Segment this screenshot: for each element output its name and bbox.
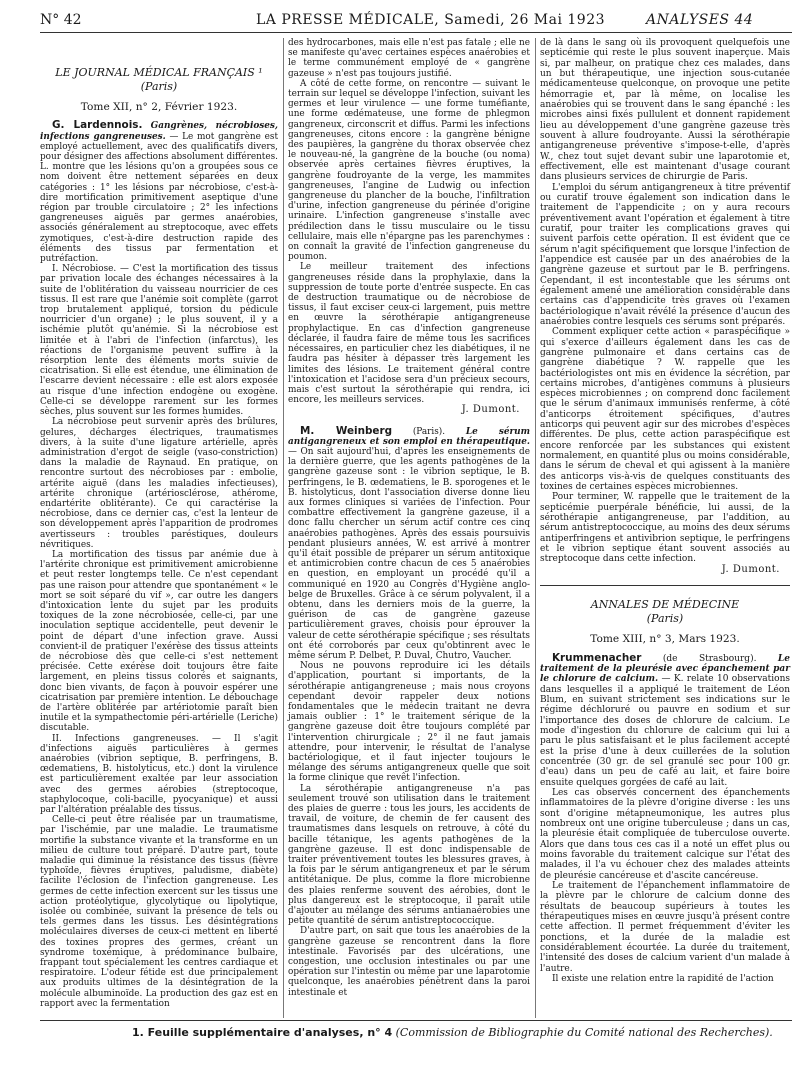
article-paragraph: Le traitement de l'épanchement inflammatoire de la plèvre par le chlorure de calcium donne des résultats de beaucoup supérieurs à toutes les thérapeutiques mises en œuvre jusqu'à présent contre cette affection. Il permet fréquemment d'éviter les ponctions, et la durée de la maladie est considérablement écourtée. La durée du traitement, l'intensité des doses de calcium varient d'un malade à l'autre.	[540, 880, 790, 974]
article-paragraph: Comment expliquer cette action « paraspécifique » qui s'exerce d'ailleurs également dans les cas de gangrène pulmonaire et dans certains cas de gangrène diabétique ? W. rappelle que les bactériologistes ont mis en évidence la sécrétion, par certains microbes, d'antigènes communs à plusieurs espèces microbiennes ; on comprend donc facilement que le sérum d'animaux immunisés renferme, à côté d'anticorps étroitement spécifiques, d'autres anticorps qui peuvent agir sur des microbes d'espèces différentes. De plus, cette action paraspécifique est encore renforcée par les substances qui existent normalement, en quantité plus ou moins considérable, dans le sérum de cheval et qui agissent à la manière des anticorps vis-à-vis de quelques constituants des toxines de certaines espèces microbiennes.	[540, 327, 790, 493]
column-1	[40, 38, 278, 1009]
article-paragraph: I. Nécrobiose. — C'est la mortification des tissus par privation locale des échanges nécessaires à la suite de l'oblitération du vaisseau nourricier de ces tissus. Il est rare que l'anémie soit complète (garrot trop brutalement appliqué, torsion du pédicule nourricier d'un organe) ; le plus souvent, il y a ischémie plutôt qu'anémie. Si la nécrobiose est limitée et à l'abri de l'infection (infarctus), les réactions de l'organisme peuvent suffire à la résorption lente des éléments morts suivie de cicatrisation. Si elle est étendue, une élimination de l'escarre devient nécessaire : elle est alors exposée au risque d'une infection endogène ou exogène. Celle-ci se développe rarement sur les formes sèches, plus souvent sur les formes humides.	[40, 264, 278, 418]
article-paragraph: des hydrocarbones, mais elle n'est pas fatale ; elle ne se manifeste qu'avec certaines espèces anaérobies et le terme communément employé de « gangrène gazeuse » n'est pas toujours justifié.	[288, 38, 530, 79]
header-rule	[40, 32, 792, 33]
article-paragraph: Il existe une relation entre la rapidité de l'action	[552, 973, 774, 984]
article-text: — K. relate 10 observations dans lesquelles il a appliqué le traitement de Léon Blum, en suivant strictement ses indications sur le régime déchloruré ou pauvre en sodium et sur l'importance des doses de chlorure de calcium. Le mode d'ingestion du chlorure de calcium qui lui a paru le plus satisfaisant et le plus facilement accepté est la prise d'une à deux cuillerées de la solution concentrée (30 gr. de sel granulé sec pour 100 gr. d'eau) dans un peu de café au lait, et faire boire ensuite quelques gorgées de café au lait.	[540, 674, 790, 788]
section-separator	[540, 585, 790, 586]
column-2	[288, 38, 530, 998]
journal-title: LA PRESSE MÉDICALE, Samedi, 26 Mai 1923	[256, 12, 606, 28]
article-title: Gangrènes, nécrobioses, infections gangreneuses.	[40, 121, 278, 142]
journal-section-title: LE JOURNAL MÉDICAL FRANÇAIS ¹	[55, 66, 263, 79]
article-title: Le sérum antigangreneux et son emploi en thérapeutique.	[288, 426, 530, 447]
article-paragraph: D'autre part, on sait que tous les anaérobies de la gangrène gazeuse se rencontrent dans la flore intestinale. Favorisés par des ulcérations, une congestion, une occlusion intestinales ou par une opération sur l'intestin ou même par une laparotomie quelconque, les anaérobies pénètrent dans la paroi intestinale et	[288, 926, 530, 998]
article-lead	[288, 426, 530, 662]
article-paragraph: Nous ne pouvons reproduire ici les détails d'application, pourtant si importants, de la sérothérapie antigangreneuse ; mais nous croyons cependant devoir rappeler deux notions fondamentales que le médecin traitant ne devra jamais oublier : 1° le traitement sérique de la gangrène gazeuse doit être toujours complété par l'intervention chirurgicale ; 2° il ne faut jamais attendre, pour intervenir, le résultat de l'analyse bactériologique, et il faut injecter toujours le mélange des sérums antigangreneux quelle que soit la forme clinique que revêt l'infection.	[288, 661, 530, 784]
tome-line: Tome XIII, n° 3, Mars 1923.	[590, 633, 740, 646]
article-paragraph: A côté de cette forme, on rencontre — suivant le terrain sur lequel se développe l'infection, suivant les germes et leur virulence — une forme tuméfiante, une forme œdémateuse, une forme de phlegmon gangreneux, circonscrit et diffus. Parmi les infections gangreneuses, citons encore : la gangrène bénigne des paupières, la gangrène du thorax observée chez le nouveau-né, la gangrène de la bouche (ou noma) observée après certaines fièvres éruptives, la gangrène foudroyante de la verge, les mammites gangreneuses, l'angine de Ludwig ou infection gangreneuse du plancher de la bouche, l'infiltration d'urine, infection gangreneuse du périnée d'origine urinaire. L'infection gangreneuse s'installe avec prédilection dans le tissu musculaire ou le tissu cellulaire, mais elle n'épargne pas les parenchymes : on connaît la gravité de l'infection gangreneuse du poumon.	[288, 78, 530, 263]
issue-number: N° 42	[40, 12, 82, 28]
article-paragraph: La sérothérapie antigangreneuse n'a pas seulement trouvé son utilisation dans le traitement des plaies de guerre : tous les jours, les accidents de travail, de voiture, de chemin de fer causent des traumatismes dans lesquels on retrouve, à côté du bacille tétanique, les agents pathogènes de la gangrène gazeuse. Il est donc indispensable de traiter préventivement toutes les blessures graves, à la fois par le sérum antigangreneux et par le sérum antitétanique. De plus, comme la flore microbienne des plaies renferme souvent des aérobies, dont le plus dangereux est le streptocoque, il paraît utile d'ajouter au mélange des sérums antianaérobies une petite quantité de sérum antistreptococcique.	[288, 783, 530, 927]
article-text: — On sait aujourd'hui, d'après les enseignements de la dernière guerre, que les agents pathogènes de la gangrène gazeuse sont : le vibrion septique, le B. perfringens, le B. œdematiens, le B. sporogenes et le B. histolyticus, dont l'association diverse donne lieu aux formes cliniques si variées de l'infection. Pour combattre effectivement la gangrène gazeuse, il a donc fallu chercher un sérum actif contre ces cinq anaérobies pathogènes. Après des essais poursuivis pendant plusieurs années, W. est arrivé à montrer qu'il était possible de préparer un sérum antitoxique et antimicrobien contre chacun de ces 5 anaérobies en question, en employant un procédé qu'il a communiqué en 1920 au Congrès d'Hygiène anglo-belge de Bruxelles. Grâce à ce sérum polyvalent, il a obtenu, dans les derniers mois de la guerre, la guérison de cas de gangrène gazeuse particulièrement graves, choisis pour éprouver la valeur de cette sérothérapie spécifique ; ses résultats ont été corroborés par ceux qu'obtinrent avec le même sérum P. Delbet, P. Duval, Chutro, Vaucher.	[288, 446, 530, 661]
journal-section-title: ANNALES DE MÉDECINE	[590, 598, 740, 612]
footer-rule	[40, 1020, 792, 1021]
article-author-city: (de Strasbourg).	[662, 653, 757, 664]
article-paragraph: Pour terminer, W. rappelle que le traitement de la septicémie puerpérale bénéficie, lui aussi, de la sérothérapie antigangreneuse, par l'addition, au sérum antistreptococcique, au moins des deux sérums antiperfringens et antivibrion septique, le perfringens et le vibrion septique étant souvent associés au streptocoque dans cette infection.	[540, 492, 790, 565]
article-paragraph: Celle-ci peut être réalisée par un traumatisme, par l'ischémie, par une maladie. Le traumatisme mortifie la substance vivante et la transforme en un milieu de culture tout préparé. D'autre part, toute maladie qui diminue la résistance des tissus (fièvre typhoïde, fièvres éruptives, paludisme, diabète) facilite l'éclosion de l'infection gangreneuse. Les germes de cette infection exercent sur les tissus une action protéolytique, glycolytique ou lipolytique, isolée ou combinée, suivant la présence de tels ou tels germes dans les tissus. Les désintégrations moléculaires diverses de ceux-ci mettent en liberté des toxines propres des germes, créant un syndrome toxémique, à prédominance bulbaire, frappant tout spécialement les centres cardiaque et respiratoire. L'odeur fétide est due principalement aux produits ultimes de la désintégration de la molécule albuminoïde. La production des gaz est en rapport avec la fermentation	[40, 815, 278, 1009]
footnote-source: (Commission de Bibliographie du Comité national des Recherches).	[395, 1026, 773, 1039]
column-divider	[535, 38, 536, 1018]
page-footer	[40, 1020, 792, 1039]
article-paragraph: Le meilleur traitement des infections gangreneuses réside dans la prophylaxie, dans la suppression de toute porte d'entrée suspecte. En cas de destruction traumatique ou de nécrobiose de tissus, il faut exciser ceux-ci largement, puis mettre en œuvre la sérothérapie antigangreneuse prophylactique. En cas d'infection gangreneuse déclarée, il faudra faire de même tous les sacrifices nécessaires, en particulier chez les diabétiques, il ne faudra pas hésiter à dépasser très largement les limites des lésions. Le traitement général contre l'intoxication et l'acidose sera d'un précieux secours, mais c'est surtout la sérothérapie qui rendra, ici encore, les meilleurs services.	[288, 262, 530, 406]
article-paragraph: II. Infections gangreneuses. — Il s'agit d'infections aiguës particulières à germes anaérobies (vibrion septique, B. perfringens, B. œdematiens, B. histolyticus, etc.) dont la virulence est particulièrement exaltée par leur association avec des germes aérobies (streptocoque, staphylocoque, coli-bacille, pyocyanique) et aussi par l'altération préalable des tissus.	[40, 733, 278, 816]
article-signature: J. Dumont.	[461, 404, 520, 416]
footnote	[132, 1026, 773, 1039]
article-author: M. Weinberg	[300, 424, 393, 437]
footnote-title: 1. Feuille supplémentaire d'analyses, n° 4	[132, 1026, 393, 1039]
article-author-city: (Paris).	[412, 426, 446, 437]
article-paragraph: La mortification des tissus par anémie due à l'artérite chronique est primitivement amicrobienne et peut rester longtemps telle. Ce n'est cependant pas une raison pour attendre que spontanément « le mort se soit séparé du vif », car outre les dangers d'intoxication lente du sujet par les produits toxiques de la zone nécrobiosée, celle-ci, par une inoculation septique accidentelle, peut devenir le point de départ d'une infection grave. Aussi convient-il de pratiquer l'exérèse des tissus atteints de nécrobiose dès que celle-ci s'est nettement précisée. Cette exérèse doit toujours être faite largement, en pleins tissus colorés et saignants, donc bien vivants, de façon à pouvoir espérer une cicatrisation par première intention. Le débouchage de l'artère oblitérée par artériotomie paraît bien inutile et la sympathectomie péri-artérielle (Leriche) discutable.	[40, 549, 278, 734]
page-header	[0, 0, 800, 34]
article-lead	[540, 653, 790, 788]
article-text: — Le mot gangrène est employé actuellement, avec des qualificatifs divers, pour désigner des affections absolument différentes. L. montre que les lésions qu'on a groupées sous ce nom doivent être nettement séparées en deux catégories : 1° les lésions par nécrobiose, c'est-à-dire mortification primitivement aseptique d'une région par trouble circulatoire ; 2° les infections gangreneuses aiguës par germes anaérobies, associés généralement au streptocoque, avec effets zymotiques, c'est-à-dire destruction rapide des éléments des tissus par fermentation et putréfaction.	[40, 131, 279, 265]
section-label: ANALYSES 44	[646, 12, 754, 28]
column-divider	[283, 38, 284, 1018]
article-paragraph: L'emploi du sérum antigangreneux à titre préventif ou curatif trouve également son indication dans le traitement de l'appendicite ; on y aura recours préventivement avant l'opération et également à titre curatif, pour traiter les complications graves qui suivent parfois cette opération. Il est évident que ce sérum n'agit spécifiquement que lorsque l'infection de l'appendice est causée par un des anaérobies de la gangrène gazeuse et surtout par le B. perfringens. Cependant, il est incontestable que les sérums ont également amené une amélioration considérable dans certains cas d'appendicite très graves où l'examen bactériologique n'avait révélé la présence d'aucun des anaérobies contre lesquels ces sérums sont préparés.	[540, 182, 790, 327]
article-signature: J. Dumont.	[721, 563, 780, 575]
article-author: G. Lardennois.	[52, 119, 143, 132]
article-paragraph: Les cas observés concernent des épanchements inflammatoires de la plèvre d'origine diverse : les uns sont d'origine métapneumonique, les autres plus nombreux ont une origine tuberculeuse ; dans un cas, la pleurésie était compliquée de tuberculose ouverte. Alors que dans tous ces cas il a noté un effet plus ou moins favorable du traitement calcique sur l'état des malades, il l'a vu échouer chez des malades atteints de pleurésie cancéreuse et d'ascite cancéreuse.	[540, 787, 790, 881]
tome-line: Tome XII, n° 2, Février 1923.	[80, 101, 238, 114]
article-title: Le traitement de la pleurésie avec épanchement par le chlorure de calcium.	[540, 653, 790, 685]
journal-section-city: (Paris)	[140, 80, 178, 93]
article-author: Krummenacher	[552, 651, 642, 664]
article-paragraph: La nécrobiose peut survenir après des brûlures, gelures, décharges électriques, traumatismes divers, à la suite d'une ligature artérielle, après administration d'ergot de seigle (vaso-constriction) dans la maladie de Raynaud. En pratique, on rencontre surtout des nécrobioses par : embolie, artérite aiguë (dans les maladies infectieuses), artérite chronique (artériosclérose, athérome, endartérite oblitérante). Ce qui caractérise la nécrobiose, dans ce dernier cas, c'est la lenteur de son développement après l'apparition de prodromes avertisseurs : troubles paréstiques, douleurs névritiques.	[40, 417, 278, 550]
article-paragraph: de là dans le sang où ils provoquent quelquefois une septicémie qui reste le plus souvent inaperçue. Mais si, par malheur, on pratique chez ces malades, dans un but thérapeutique, une injection sous-cutanée médicamenteuse quelconque, on provoque une petite hémorragie et, par là même, on localise les anaérobies qui se trouvent dans le sang épanché : les microbes ainsi fixés pullulent et donnent rapidement lieu au développement d'une gangrène gazeuse très souvent à allure foudroyante. Aussi la sérothérapie antigangreneuse préventive s'impose-t-elle, d'après W., chez tout sujet devant subir une laparotomie et, effectivement, elle est maintenant d'usage courant dans plusieurs services de chirurgie de Paris.	[540, 38, 790, 183]
article-lead	[40, 120, 278, 264]
journal-section-city: (Paris)	[646, 612, 684, 626]
column-3	[540, 38, 790, 984]
